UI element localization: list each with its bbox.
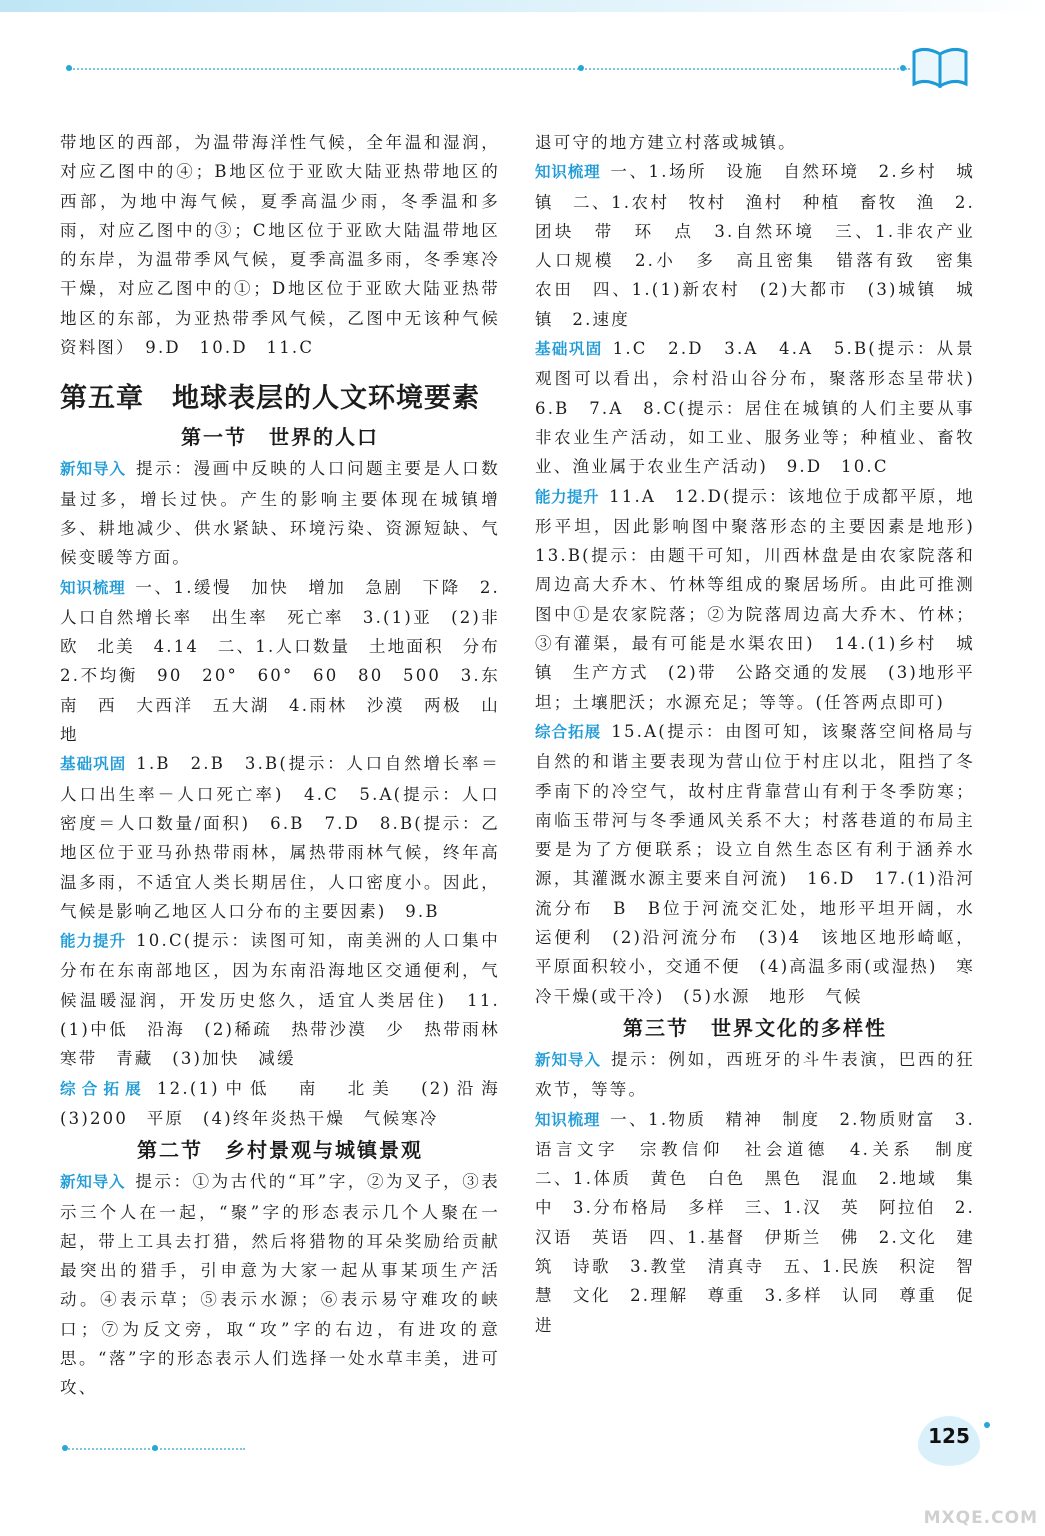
block-text: 10.C(提示：读图可知，南美洲的人口集中分布在东南部地区，因为东南沿海地区交通便利，气候温暖湿润，开发历史悠久，适宜人类居住) 11.(1)中低 沿海 (2)稀疏 热带沙漠 少 热带雨林 寒带 青藏 (3)加快 减缓 <box>60 931 519 1069</box>
tag-label: 知识梳理 <box>535 163 601 182</box>
continued-text: 退可守的地方建立村落或城镇。 <box>535 133 797 152</box>
watermark <box>858 1466 1038 1532</box>
block-text: 提示：①为古代的“耳”字，②为叉子，③表示三个人在一起，“聚”字的形态表示几个人聚在一起，带上工具去打猎，然后将猎物的耳朵奖励给贡献最突出的猎手，引申意为大家一起从事某项生产活动。④表示草；⑤表示水源；⑥表示易守难攻的峡口；⑦为反文旁，取“攻”字的右边，有进攻的意思。“落”字的形态表示人们选择一处水草丰美，进可攻、 <box>60 1172 500 1398</box>
block-xinzhi-2 <box>60 1167 500 1402</box>
section-title-2: 第二节 乡村景观与城镇景观 <box>137 1138 423 1163</box>
right-column <box>535 128 994 1340</box>
block-text: 一、1.物质 精神 制度 2.物质财富 3.语言文字 宗教信仰 社会道德 4.关系 制度 二、1.体质 黄色 白色 黑色 混血 2.地域 集中 3.分布格局 多样 三、1.汉 英 阿拉伯 2.汉语 英语 四、1.基督 伊斯兰 佛 2.文化 建筑 诗歌 3.教堂 清真寺 五、1.民族 积淀 智慧 文化 2.理解 尊重 3.多样 认同 尊重 促进 <box>535 1109 994 1335</box>
tag-label: 基础巩固 <box>535 340 603 359</box>
block-zonghe-1 <box>60 1074 519 1134</box>
tag-label: 基础巩固 <box>60 755 127 774</box>
rule-dot <box>152 1445 158 1451</box>
continued-answer: 带地区的西部，为温带海洋性气候，全年温和湿润，对应乙图中的④；B地区位于亚欧大陆亚热带地区的西部，为地中海气候，夏季高温少雨，冬季温和多雨，对应乙图中的③；C地区位于亚欧大陆温带地区的东岸，为温带季风气候，夏季高温多雨，冬季寒冷干燥，对应乙图中的①；D地区位于亚欧大陆亚热带地区的东部，为亚热带季风气候，乙图中无该种气候资料图） 9.D 10.D 11.C <box>60 133 500 358</box>
block-text: 一、1.缓慢 加快 增加 急剧 下降 2.人口自然增长率 出生率 死亡率 3.(1)亚 (2)非 欧 北美 4.14 二、1.人口数量 土地面积 分布 2.不均衡 90 20° 60° 60 80 500 3.东 南 西 大西洋 五大湖 4.雨林 沙漠 两极 山地 <box>60 577 519 745</box>
block-jichu-1 <box>60 749 500 926</box>
tag-label: 能力提升 <box>535 487 600 506</box>
tag-label: 知识梳理 <box>535 1110 601 1129</box>
block-jichu-2 <box>535 334 994 481</box>
tag-label: 新知导入 <box>60 1173 126 1192</box>
top-band <box>0 0 1045 12</box>
block-text: 15.A(提示：由图可知，该聚落空间格局与自然的和谐主要表现为营山位于村庄以北，阻挡了冬季南下的冷空气，故村庄背靠营山有利于冬季防寒；南临玉带河与冬季通风关系不大；村落巷道的布局主要是为了方便联系；设立自然生态区有利于涵养水源，其灌溉水源主要来自河流) 16.D 17.(1)沿河流分布 B B位于河流交汇处，地形平坦开阔，水运便利 (2)沿河流分布 (3)4 该地区地形崎岖，平原面积较小，交通不便 (4)高温多雨(或湿热) 寒冷干燥(或干冷) (5)水源 地形 气候 <box>535 721 975 1006</box>
header-dotted-rule <box>70 68 910 70</box>
block-text: 一、1.场所 设施 自然环境 2.乡村 城镇 二、1.农村 牧村 渔村 种植 畜牧 渔 2.团块 带 环 点 3.自然环境 三、1.非农产业 人口规模 2.小 多 高且密集 错落有致 密集 农田 四、1.(1)新农村 (2)大都市 (3)城镇 城镇 2.速度 <box>535 162 994 329</box>
block-nengli-1 <box>60 926 519 1073</box>
block-xinzhi-1 <box>60 454 500 572</box>
block-zhishi-3 <box>535 1105 994 1340</box>
block-xinzhi-3 <box>535 1045 975 1105</box>
chapter-title: 第五章 地球表层的人文环境要素 <box>60 383 480 415</box>
rule-dot <box>66 65 72 71</box>
tag-label: 综合拓展 <box>535 722 602 741</box>
tag-label: 综合拓展 <box>60 1079 147 1098</box>
block-text: 12.(1)中低 南 北美 (2)沿海 (3)200 平原 (4)终年炎热干燥 气候寒冷 <box>60 1078 519 1128</box>
book-icon <box>910 44 970 88</box>
section-title-3: 第三节 世界文化的多样性 <box>623 1015 887 1040</box>
block-zhishi-2 <box>535 157 994 334</box>
block-text: 1.C 2.D 3.A 4.A 5.B(提示：从景观图可以看出，佘村沿山谷分布，聚落形态呈带状) 6.B 7.A 8.C(提示：居住在城镇的人们主要从事非农业生产活动，如工业、服务业等；种植业、畜牧业、渔业属于农业生产活动) 9.D 10.C <box>535 339 994 477</box>
tag-label: 新知导入 <box>60 460 126 479</box>
page-number-badge <box>918 1416 980 1466</box>
block-nengli-2 <box>535 482 994 717</box>
rule-dot <box>578 65 584 71</box>
watermark-text: MXQE.COM <box>923 1508 1038 1528</box>
block-text: 11.A 12.D(提示：该地位于成都平原，地形平坦，因此影响图中聚落形态的主要因素是地形) 13.B(提示：由题干可知，川西林盘是由农家院落和周边高大乔木、竹林等组成的聚居场所。由此可推测图中①是农家院落；②为院落周边高大乔木、竹林；③有灌渠，最有可能是水渠农田) 14.(1)乡村 城镇 生产方式 (2)带 公路交通的发展 (3)地形平坦；土壤肥沃；水源充足；等等。(任答两点即可) <box>535 486 994 712</box>
page-number: 125 <box>928 1424 970 1448</box>
tag-label: 知识梳理 <box>60 578 126 597</box>
tag-label: 新知导入 <box>535 1050 601 1069</box>
block-text: 提示：漫画中反映的人口问题主要是人口数量过多，增长过快。产生的影响主要体现在城镇增多、耕地减少、供水紧缺、环境污染、资源短缺、气候变暖等方面。 <box>60 459 500 568</box>
block-zhishi-1 <box>60 573 519 750</box>
section-title-1: 第一节 世界的人口 <box>181 425 379 450</box>
left-column <box>60 128 519 1403</box>
block-text: 提示：例如，西班牙的斗牛表演，巴西的狂欢节，等等。 <box>535 1049 975 1100</box>
block-text: 1.B 2.B 3.B(提示：人口自然增长率＝人口出生率－人口死亡率) 4.C 5.A(提示：人口密度＝人口数量/面积) 6.B 7.D 8.B(提示：乙地区位于亚马孙热带雨林，属热带雨林气候，终年高温多雨，不适宜人类长期居住，人口密度小。因此，气候是影响乙地区人口分布的主要因素) 9.B <box>60 754 500 921</box>
rule-dot <box>984 1422 990 1428</box>
block-zonghe-2 <box>535 717 975 1011</box>
rule-dot <box>900 65 906 71</box>
tag-label: 能力提升 <box>60 932 127 951</box>
rule-dot <box>62 1445 68 1451</box>
